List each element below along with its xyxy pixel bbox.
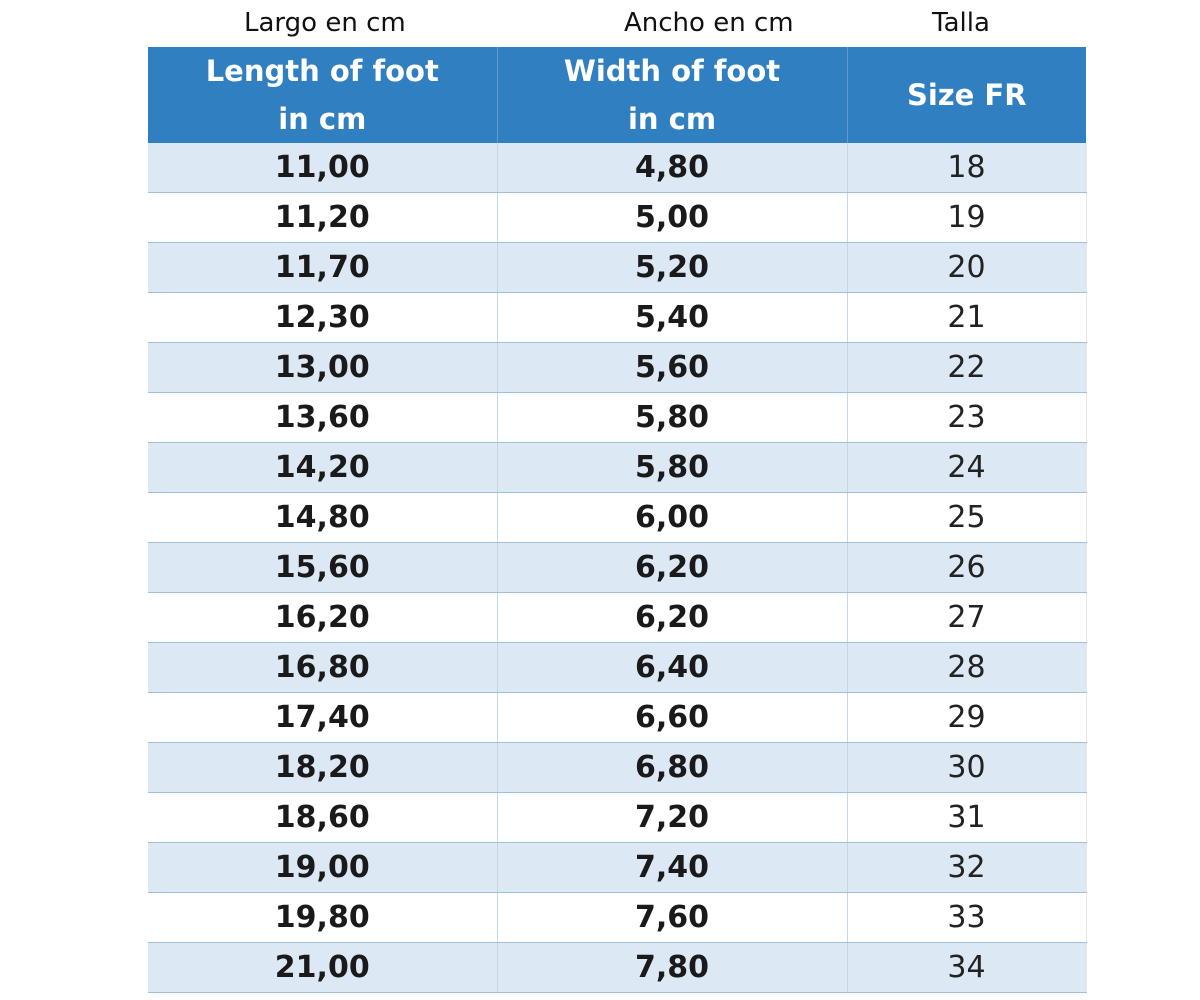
length-cell: 18,20 — [148, 743, 497, 793]
size-cell: 18 — [847, 143, 1086, 193]
length-cell: 16,80 — [148, 643, 497, 693]
column-captions — [0, 0, 1200, 48]
width-cell: 7,60 — [497, 893, 847, 943]
width-cell: 5,40 — [497, 293, 847, 343]
length-cell: 11,00 — [148, 143, 497, 193]
size-cell: 32 — [847, 843, 1086, 893]
table-row — [148, 493, 1086, 543]
header-width-line-2: in cm — [627, 102, 717, 136]
table-row — [148, 593, 1086, 643]
length-cell: 11,70 — [148, 243, 497, 293]
size-cell: 24 — [847, 443, 1086, 493]
size-cell: 27 — [847, 593, 1086, 643]
width-cell: 6,20 — [497, 593, 847, 643]
table-row — [148, 693, 1086, 743]
table-row — [148, 193, 1086, 243]
size-cell: 20 — [847, 243, 1086, 293]
width-cell: 6,60 — [497, 693, 847, 743]
size-cell: 23 — [847, 393, 1086, 443]
width-cell: 6,80 — [497, 743, 847, 793]
width-cell: 6,40 — [497, 643, 847, 693]
size-cell: 33 — [847, 893, 1086, 943]
header-length — [148, 47, 497, 143]
table-header — [148, 47, 1086, 143]
length-cell: 14,80 — [148, 493, 497, 543]
table-row — [148, 893, 1086, 943]
size-cell: 26 — [847, 543, 1086, 593]
header-size — [847, 47, 1086, 143]
size-cell: 25 — [847, 493, 1086, 543]
width-cell: 5,00 — [497, 193, 847, 243]
width-cell: 6,00 — [497, 493, 847, 543]
caption-width: Ancho en cm — [624, 8, 794, 38]
table-row — [148, 543, 1086, 593]
caption-size: Talla — [932, 8, 990, 38]
length-cell: 13,60 — [148, 393, 497, 443]
width-cell: 5,80 — [497, 393, 847, 443]
width-cell: 4,80 — [497, 143, 847, 193]
table-row — [148, 793, 1086, 843]
table-row — [148, 293, 1086, 343]
size-cell: 31 — [847, 793, 1086, 843]
size-cell: 34 — [847, 943, 1086, 993]
size-cell: 19 — [847, 193, 1086, 243]
header-width-line-1: Width of foot — [563, 54, 781, 88]
table-row — [148, 843, 1086, 893]
length-cell: 13,00 — [148, 343, 497, 393]
length-cell: 18,60 — [148, 793, 497, 843]
length-cell: 16,20 — [148, 593, 497, 643]
header-row — [148, 47, 1086, 143]
length-cell: 19,80 — [148, 893, 497, 943]
size-chart-table — [148, 47, 1087, 993]
length-cell: 21,00 — [148, 943, 497, 993]
length-cell: 14,20 — [148, 443, 497, 493]
table-row — [148, 393, 1086, 443]
header-size-label: Size FR — [906, 78, 1027, 112]
size-cell: 28 — [847, 643, 1086, 693]
length-cell: 19,00 — [148, 843, 497, 893]
width-cell: 7,20 — [497, 793, 847, 843]
size-cell: 29 — [847, 693, 1086, 743]
table-row — [148, 743, 1086, 793]
width-cell: 5,80 — [497, 443, 847, 493]
header-length-line-2: in cm — [278, 102, 367, 136]
table-row — [148, 143, 1086, 193]
size-cell: 21 — [847, 293, 1086, 343]
width-cell: 5,20 — [497, 243, 847, 293]
width-cell: 5,60 — [497, 343, 847, 393]
width-cell: 7,40 — [497, 843, 847, 893]
header-length-line-1: Length of foot — [205, 54, 439, 88]
length-cell: 15,60 — [148, 543, 497, 593]
length-cell: 17,40 — [148, 693, 497, 743]
table-row — [148, 943, 1086, 993]
table-row — [148, 443, 1086, 493]
table-body — [148, 143, 1086, 993]
table-row — [148, 643, 1086, 693]
header-width — [497, 47, 847, 143]
table-row — [148, 243, 1086, 293]
size-cell: 30 — [847, 743, 1086, 793]
width-cell: 6,20 — [497, 543, 847, 593]
caption-length: Largo en cm — [244, 8, 406, 38]
width-cell: 7,80 — [497, 943, 847, 993]
size-cell: 22 — [847, 343, 1086, 393]
length-cell: 11,20 — [148, 193, 497, 243]
length-cell: 12,30 — [148, 293, 497, 343]
table-row — [148, 343, 1086, 393]
